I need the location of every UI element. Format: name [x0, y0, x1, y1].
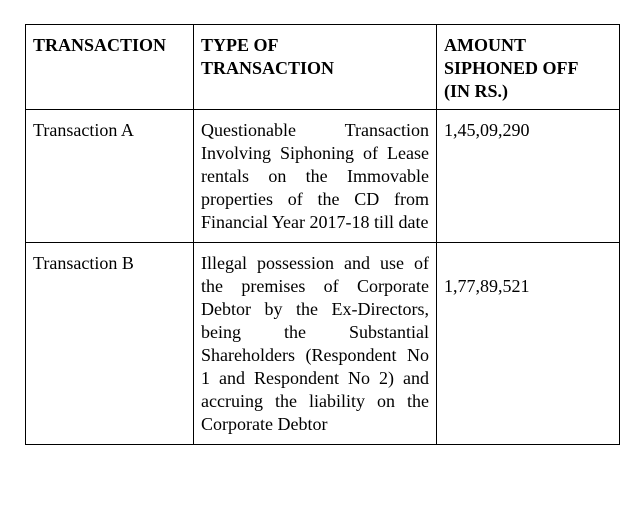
- table-header-row: [26, 25, 620, 110]
- header-amount-line-1: AMOUNT: [444, 35, 526, 55]
- transaction-name-cell: Transaction B: [26, 243, 194, 445]
- transaction-name-cell: Transaction A: [26, 110, 194, 243]
- header-amount-line-3: (IN RS.): [444, 81, 509, 101]
- header-type-line-2: TRANSACTION: [201, 58, 335, 78]
- header-type-line-1: TYPE OF: [201, 35, 279, 55]
- table-row: [26, 243, 620, 445]
- header-transaction-line: TRANSACTION: [33, 35, 167, 55]
- header-transaction: [26, 25, 194, 110]
- header-amount-line-2: SIPHONED OFF: [444, 58, 579, 78]
- transaction-type-cell: Questionable Transaction Involving Siphoning of Lease rentals on the Immovable properties of the CD from Financial Year 2017-18 till date: [194, 110, 437, 243]
- header-type-of-transaction: [194, 25, 437, 110]
- table-row: [26, 110, 620, 243]
- transaction-amount-cell: 1,77,89,521: [437, 243, 620, 445]
- transactions-table: [25, 24, 620, 445]
- transaction-type-cell: Illegal possession and use of the premises of Corporate Debtor by the Ex-Directors, being the Substantial Shareholders (Respondent No 1 and Respondent No 2) and accruing the liability on the Corporate Debtor: [194, 243, 437, 445]
- header-amount-siphoned: [437, 25, 620, 110]
- transaction-amount-cell: 1,45,09,290: [437, 110, 620, 243]
